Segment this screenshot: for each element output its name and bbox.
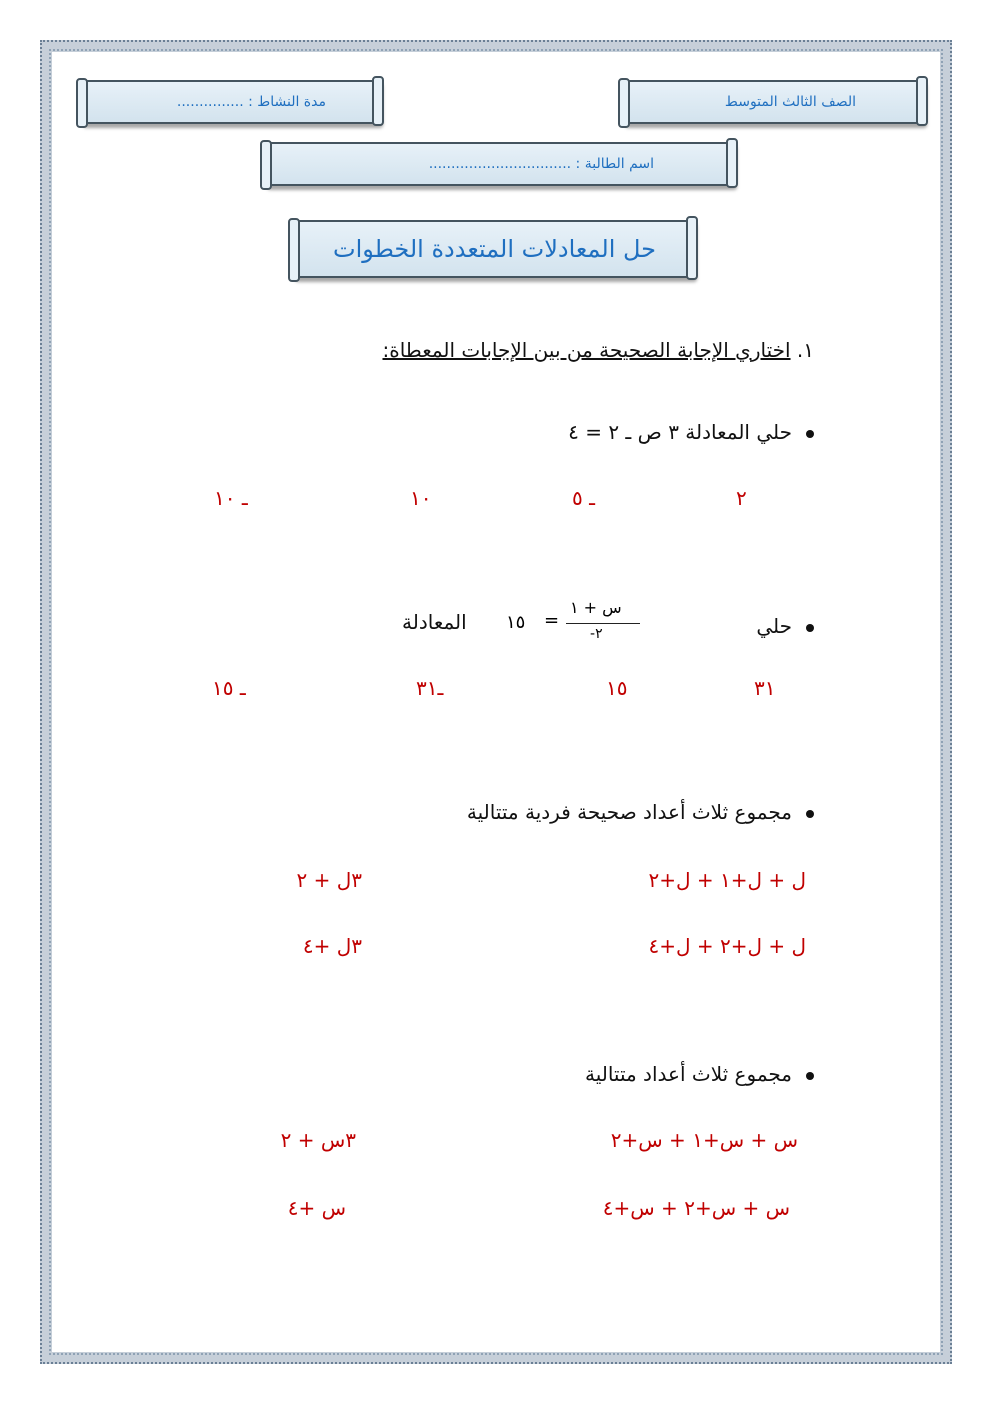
question-4: مجموع ثلاث أعداد متتالية <box>585 1062 814 1086</box>
q3-option-c[interactable]: ل + ل+٢ + ل+٤ <box>648 934 806 958</box>
q2-option-b[interactable]: ١٥ <box>606 676 628 700</box>
q4-option-b[interactable]: ٣س + ٢ <box>280 1128 356 1152</box>
bullet-icon <box>806 430 814 438</box>
instruction-text: اختاري الإجابة الصحيحة من بين الإجابات المعطاة: <box>382 338 791 362</box>
equation-fraction <box>504 598 644 652</box>
q2-option-d[interactable]: ـ ١٥ <box>212 676 246 700</box>
student-name-label: اسم الطالبة : ................................ <box>428 156 654 172</box>
page-title: حل المعادلات المتعددة الخطوات <box>333 235 656 263</box>
q4-option-c[interactable]: س + س+٢ + س+٤ <box>602 1196 790 1220</box>
question-2-suffix: المعادلة <box>402 610 467 634</box>
student-name-banner <box>264 142 734 186</box>
bullet-icon <box>806 1072 814 1080</box>
q3-option-b[interactable]: ٣ل + ٢ <box>296 868 362 892</box>
section-instruction <box>382 338 814 362</box>
grade-banner <box>622 80 924 124</box>
question-2-prefix: حلي <box>756 614 814 638</box>
fraction-denominator: ٢- <box>590 626 603 642</box>
q3-option-d[interactable]: ٣ل +٤ <box>302 934 362 958</box>
q4-option-a[interactable]: س + س+١ + س+٢ <box>610 1128 798 1152</box>
title-banner <box>292 220 694 278</box>
q1-option-a[interactable]: ٢ <box>736 486 747 510</box>
question-1-text: حلي المعادلة ٣ ص ـ ٢ = ٤ <box>568 420 792 444</box>
duration-label: مدة النشاط : ............... <box>176 94 326 110</box>
q1-option-b[interactable]: ـ ٥ <box>572 486 595 510</box>
bullet-icon <box>806 810 814 818</box>
section-number: ١. <box>796 338 814 362</box>
grade-label: الصف الثالث المتوسط <box>724 94 856 110</box>
fraction-bar <box>566 623 640 624</box>
question-1 <box>568 420 814 444</box>
q2-option-c[interactable]: ـ٣١ <box>416 676 444 700</box>
q1-option-c[interactable]: ١٠ <box>410 486 432 510</box>
bullet-icon <box>806 624 814 632</box>
q3-option-a[interactable]: ل + ل+١ + ل+٢ <box>648 868 806 892</box>
q1-option-d[interactable]: ـ ١٠ <box>214 486 248 510</box>
q2-option-a[interactable]: ٣١ <box>754 676 776 700</box>
question-3: مجموع ثلاث أعداد صحيحة فردية متتالية <box>467 800 814 824</box>
equals-sign: = <box>544 610 560 631</box>
fraction-numerator: س + ١ <box>570 598 622 617</box>
q4-option-d[interactable]: س +٤ <box>287 1196 346 1220</box>
duration-banner <box>80 80 380 124</box>
fraction-rhs: ١٥ <box>506 612 526 633</box>
